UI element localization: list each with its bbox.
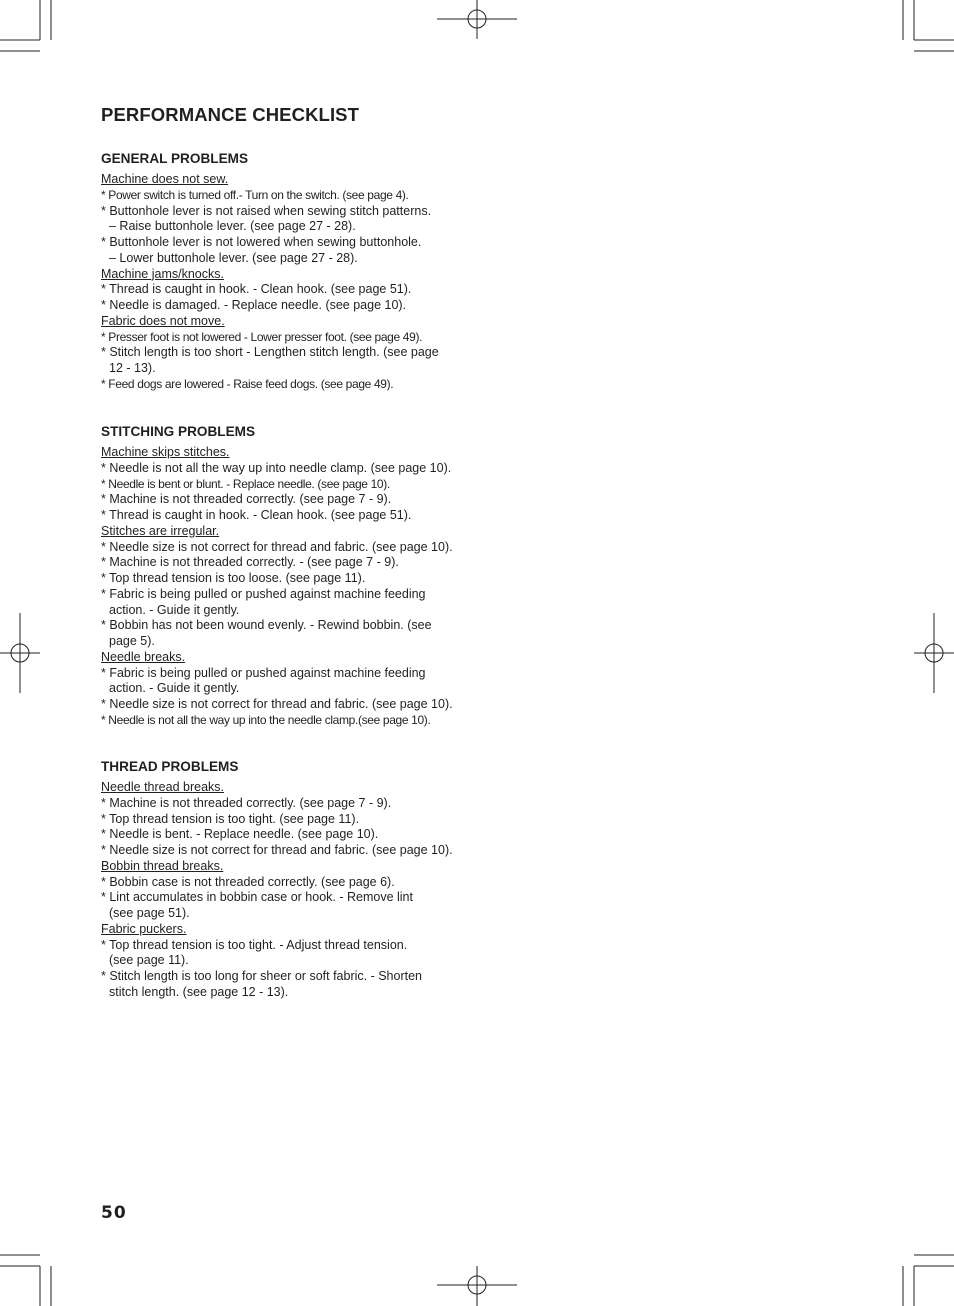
problem-heading: Machine skips stitches. xyxy=(101,445,230,459)
remedy-continuation: action. - Guide it gently. xyxy=(109,602,240,617)
cause-item: * Buttonhole lever is not lowered when sewing buttonhole. xyxy=(101,235,422,249)
cause-item: * Stitch length is too long for sheer or soft fabric. - Shorten xyxy=(101,969,422,983)
section-general-problems xyxy=(101,151,481,393)
section-stitching-problems xyxy=(101,424,481,729)
cause-item: * Top thread tension is too loose. (see page 11). xyxy=(101,571,366,585)
cause-item: * Thread is caught in hook. - Clean hook. (see page 51). xyxy=(101,508,412,522)
cause-item: * Buttonhole lever is not raised when sewing stitch patterns. xyxy=(101,203,432,218)
cause-item: * Needle is damaged. - Replace needle. (see page 10). xyxy=(101,298,407,312)
remedy-continuation: – Raise buttonhole lever. (see page 27 - 28). xyxy=(109,219,356,234)
remedy-continuation: (see page 51). xyxy=(109,906,190,920)
section-lines xyxy=(101,780,481,1001)
problem-heading: Fabric puckers. xyxy=(101,921,187,936)
problem-heading: Stitches are irregular. xyxy=(101,523,220,538)
section-lines xyxy=(101,172,481,393)
section-lines xyxy=(101,445,481,729)
problem-heading: Needle thread breaks. xyxy=(101,780,224,794)
problem-heading: Machine jams/knocks. xyxy=(101,266,224,281)
remedy-continuation: – Lower buttonhole lever. (see page 27 - 28). xyxy=(109,250,358,265)
cause-item: * Needle is not all the way up into needle clamp. (see page 10). xyxy=(101,460,452,475)
cause-item: * Needle is bent. - Replace needle. (see page 10). xyxy=(101,827,379,842)
cause-item: * Needle size is not correct for thread and fabric. (see page 10). xyxy=(101,539,453,554)
cause-item: * Needle size is not correct for thread and fabric. (see page 10). xyxy=(101,697,453,711)
cause-item: * Power switch is turned off.- Turn on the switch. (see page 4). xyxy=(101,187,409,202)
section-title: THREAD PROBLEMS xyxy=(101,759,239,774)
page-number: 50 xyxy=(101,1203,127,1223)
remedy-continuation: page 5). xyxy=(109,634,155,648)
cause-item: * Top thread tension is too tight. (see page 11). xyxy=(101,811,360,826)
remedy-continuation: (see page 11). xyxy=(109,953,189,968)
cause-item: * Machine is not threaded correctly. - (see page 7 - 9). xyxy=(101,555,399,570)
cause-item: * Presser foot is not lowered - Lower presser foot. (see page 49). xyxy=(101,329,423,344)
problem-heading: Bobbin thread breaks. xyxy=(101,858,224,873)
remedy-continuation: action. - Guide it gently. xyxy=(109,681,240,696)
problem-heading: Fabric does not move. xyxy=(101,313,225,328)
problem-heading: Machine does not sew. xyxy=(101,172,229,186)
cause-item: * Lint accumulates in bobbin case or hook. - Remove lint xyxy=(101,890,413,905)
remedy-continuation: 12 - 13). xyxy=(109,361,156,375)
section-title: GENERAL PROBLEMS xyxy=(101,151,249,166)
remedy-continuation: stitch length. (see page 12 - 13). xyxy=(109,984,289,999)
cause-item: * Bobbin case is not threaded correctly. (see page 6). xyxy=(101,874,395,889)
cause-item: * Needle is bent or blunt. - Replace needle. (see page 10). xyxy=(101,476,390,491)
cause-item: * Thread is caught in hook. - Clean hook. (see page 51). xyxy=(101,282,412,297)
cause-item: * Bobbin has not been wound evenly. - Rewind bobbin. (see xyxy=(101,618,432,633)
section-thread-problems xyxy=(101,759,481,1001)
cause-item: * Needle size is not correct for thread and fabric. (see page 10). xyxy=(101,843,453,857)
cause-item: * Machine is not threaded correctly. (see page 7 - 9). xyxy=(101,492,392,507)
cause-item: * Fabric is being pulled or pushed against machine feeding xyxy=(101,665,426,680)
page-title: PERFORMANCE CHECKLIST xyxy=(101,104,360,125)
problem-heading: Needle breaks. xyxy=(101,649,186,664)
cause-item: * Feed dogs are lowered - Raise feed dogs. (see page 49). xyxy=(101,376,394,391)
cause-item: * Fabric is being pulled or pushed against machine feeding xyxy=(101,586,426,601)
cause-item: * Top thread tension is too tight. - Adjust thread tension. xyxy=(101,937,408,952)
cause-item: * Stitch length is too short - Lengthen stitch length. (see page xyxy=(101,345,439,360)
cause-item: * Machine is not threaded correctly. (see page 7 - 9). xyxy=(101,795,392,810)
section-title: STITCHING PROBLEMS xyxy=(101,424,256,439)
cause-item: * Needle is not all the way up into the needle clamp.(see page 10). xyxy=(101,712,431,727)
